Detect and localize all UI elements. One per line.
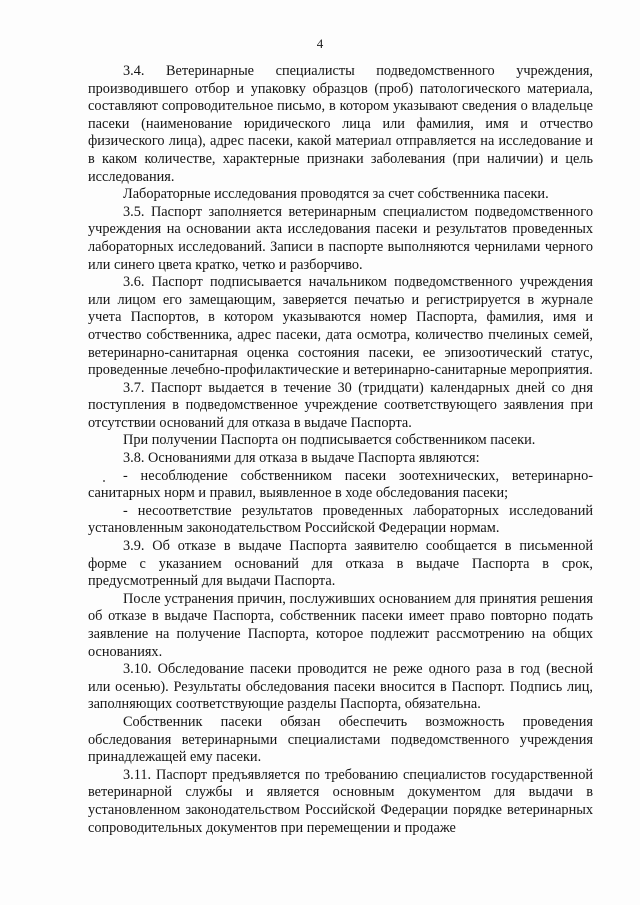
paragraph-3-9: 3.9. Об отказе в выдаче Паспорта заявителю сообщается в письменной форме с указанием оснований для отказа в выдаче Паспорта в срок, предусмотренный для выдачи Паспорта. [88,538,593,590]
paragraph-3-6: 3.6. Паспорт подписывается начальником подведомственного учреждения или лицом его замещающим, заверяется печатью и регистрируется в журнале учета Паспортов, в котором указываются номер Паспорта, фамилия, имя и отчество собственника, адрес пасеки, дата осмотра, количество пчелиных семей, ветеринарно-санитарная оценка состояния пасеки, ее эпизоотический статус, проведенные лечебно-профилактические и ветеринарно-санитарные мероприятия. [88,274,593,379]
paragraph-3-10: 3.10. Обследование пасеки проводится не реже одного раза в год (весной или осенью). Результаты обследования пасеки вносится в Паспорт. Подпись лиц, заполняющих соответствующие разделы Паспорта, обязательна. [88,661,593,713]
paragraph-reapplication: После устранения причин, послуживших основанием для принятия решения об отказе в выдаче Паспорта, собственник пасеки имеет право повторно подать заявление на получение Паспорта, которое подлежит рассмотрению на общих основаниях. [88,590,593,660]
paragraph-owner-obligation: Собственник пасеки обязан обеспечить возможность проведения обследования ветеринарными специалистами подведомственного учреждения принадлежащей ему пасеки. [88,713,593,766]
paragraph-3-7: 3.7. Паспорт выдается в течение 30 (тридцати) календарных дней со дня поступления в подведомственное учреждение соответствующего заявления при отсутствии оснований для отказа в выдаче Паспорта. [88,379,593,431]
scan-dot [103,480,105,482]
paragraph-lab-costs: Лабораторные исследования проводятся за счет собственника пасеки. [123,186,549,203]
paragraph-passport-signing: При получении Паспорта он подписывается собственником пасеки. [123,432,536,449]
page-number: 4 [316,36,324,51]
document-body [88,63,593,837]
paragraph-3-4: 3.4. Ветеринарные специалисты подведомственного учреждения, производившего отбор и упаковку образцов (проб) патологического материала, составляют сопроводительное письмо, в котором указывают сведения о владельце пасеки (наименование юридического лица или фамилия, имя и отчество физического лица), адрес пасеки, какой материал отправляется на исследование и в каком количестве, характерные признаки заболевания (при наличии) и цель исследования. [88,63,593,185]
list-item-refusal-reason-1: - несоблюдение собственником пасеки зоотехнических, ветеринарно-санитарных норм и правил, выявленное в ходе обследования пасеки; [88,467,593,502]
paragraph-3-5: 3.5. Паспорт заполняется ветеринарным специалистом подведомственного учреждения на основании акта исследования пасеки и результатов проведенных лабораторных исследований. Записи в паспорте выполняются чернилами черного или синего цвета кратко, четко и разборчиво. [88,203,593,273]
paragraph-3-11: 3.11. Паспорт предъявляется по требованию специалистов государственной ветеринарной службы и является основным документом для выдачи в установленном законодательством Российской Федерации порядке ветеринарных сопроводительных документов при перемещении и продаже [88,766,593,836]
list-item-refusal-reason-2: - несоответствие результатов проведенных лабораторных исследований установленным законодательством Российской Федерации нормам. [88,502,593,537]
paragraph-3-8: 3.8. Основаниями для отказа в выдаче Паспорта являются: [123,450,480,467]
